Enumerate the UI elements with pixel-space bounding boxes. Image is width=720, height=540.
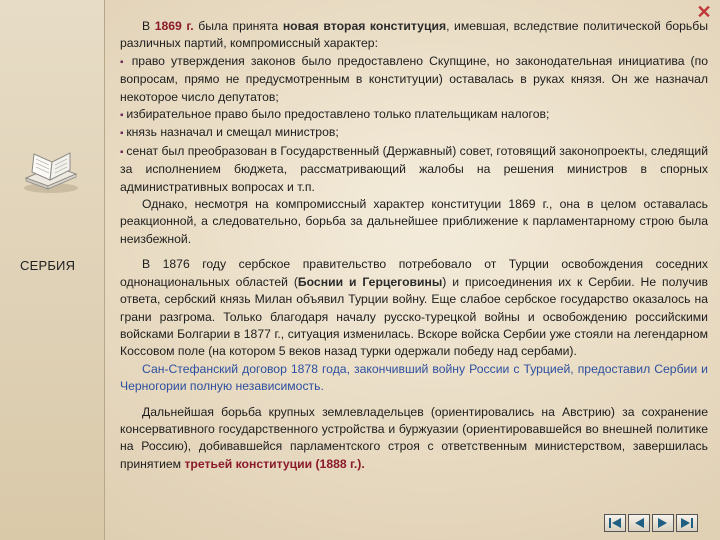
prev-icon (632, 517, 646, 529)
first-slide-button[interactable] (604, 514, 626, 532)
prev-slide-button[interactable] (628, 514, 650, 532)
bullet-item: ▪ право утверждения законов было предоставлено Скупщине, но законодательная инициатива (по вопросам, прямо не предусмотренным в конституции) оставалась в руках князя. Он же назначал некоторое число депутатов; (120, 53, 708, 106)
slide-navigation (604, 514, 698, 532)
paragraph-treaty-link[interactable]: Сан-Стефанский договор 1878 года, закончивший войну России с Турцией, предоставил Сербии и Черногории полную независимость. (120, 361, 708, 394)
term-highlight: третьей конституции (1888 г.). (184, 456, 365, 471)
main-text (120, 18, 708, 473)
term-highlight: новая вторая конституция (282, 19, 447, 33)
paragraph-war-1876 (120, 256, 708, 360)
text-fragment: Дальнейшая борьба крупных землевладельцев (ориентировались на Австрию) за сохранение консервативного государственного устройства и буржуазии (ориентировавшейся во внешней политике на Россию), добивавшейся парламентского строя с ответственным министерством, завершилась принятием (120, 404, 708, 471)
next-slide-button[interactable] (652, 514, 674, 532)
year-highlight: 1869 г. (154, 19, 194, 33)
bullet-item: ▪ сенат был преобразован в Государственный (Державный) совет, готовящий законопроекты, следящий за исполнением бюджета, рассматривающий жалобы на решения министров в спорных административных вопросах и т.п. (120, 143, 708, 196)
text-fragment: , имевшая, вследствие политической борьбы различных партий, компромиссный характер: (120, 19, 708, 51)
paragraph-constitution-1869 (120, 18, 708, 53)
text-fragment: была принята (193, 19, 283, 33)
text-fragment: В 1876 году сербское правительство потребовало от Турции освобождения соседних однонациональных областей ( (120, 257, 708, 289)
text-fragment: ) и присоединения их к Сербии. Не получив ответа, сербский князь Милан объявил Турции войну. Еще слабое сербское государство оказалось на грани разгрома. Только благодаря началу русско-турецкой войны и освобождению российскими войсками Болгарии в 1877 г., ситуация изменилась. Вскоре войска Сербии уже стояли на легендарном Коссовом поле (на котором 5 веков назад турки одержали победу над сербами). (120, 274, 708, 359)
book-icon (22, 150, 80, 194)
last-icon (680, 517, 694, 529)
section-label: СЕРБИЯ (20, 258, 76, 273)
term-highlight: Боснии и Герцеговины (297, 274, 443, 289)
bullet-item: ▪ избирательное право было предоставлено только плательщикам налогов; (120, 106, 708, 124)
paragraph-constitution-1888 (120, 404, 708, 474)
sidebar-divider (104, 0, 105, 540)
last-slide-button[interactable] (676, 514, 698, 532)
first-icon (608, 517, 622, 529)
next-icon (656, 517, 670, 529)
close-icon[interactable]: ✕ (696, 2, 712, 22)
paragraph-conclusion: Однако, несмотря на компромиссный характер конституции 1869 г., она в целом оставалась реакционной, а следовательно, борьба за дальнейшее приближение к парламентарному строю была неизбежной. (120, 197, 708, 246)
bullet-item: ▪ князь назначал и смещал министров; (120, 124, 708, 142)
text-fragment: В (142, 19, 155, 33)
